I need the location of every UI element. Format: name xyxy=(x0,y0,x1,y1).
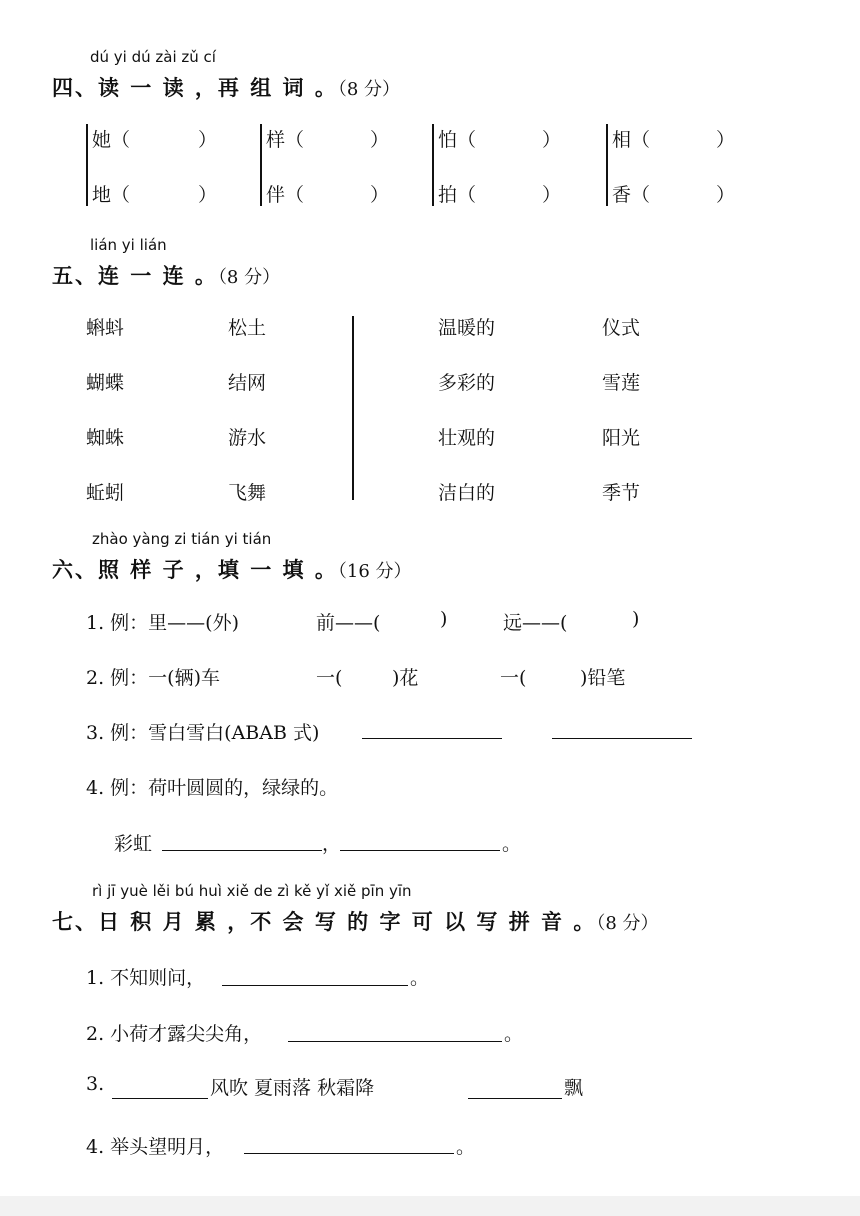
s6-q4-lead: 彩虹 xyxy=(114,833,153,855)
s7-q4-text: 4. 举头望明月， xyxy=(86,1136,225,1158)
s4-pinyin: dú yi dú zài zǔ cí xyxy=(90,48,216,66)
s4-pair-3-top: 怕（ xyxy=(438,129,477,151)
s5-right-a-2[interactable]: 多彩的 xyxy=(438,372,496,394)
s7-q2-end: 。 xyxy=(504,1023,524,1045)
section-7-points: （8 分） xyxy=(596,913,659,934)
s6-q1-close: ) xyxy=(632,608,640,630)
s5-right-a-3[interactable]: 壮观的 xyxy=(438,427,496,449)
close-paren: ） xyxy=(370,184,390,206)
close-paren: ） xyxy=(716,129,736,151)
s7-q1-end: 。 xyxy=(410,967,430,989)
s7-q3-num: 3. xyxy=(86,1073,105,1095)
s6-q2-b2: )花 xyxy=(392,667,419,689)
s5-right-b-2[interactable]: 雪莲 xyxy=(602,372,641,394)
s4-pair-4-top: 相（ xyxy=(612,129,651,151)
s5-pinyin: lián yi lián xyxy=(90,236,167,254)
s7-q1-text: 1. 不知则问， xyxy=(86,967,206,989)
close-paren: ） xyxy=(716,184,736,206)
s6-q2-c2: )铅笔 xyxy=(580,667,626,689)
answer-line[interactable] xyxy=(340,850,500,851)
s6-q2-c1: 一( xyxy=(500,667,527,689)
answer-line[interactable] xyxy=(468,1098,562,1099)
s5-right-a-1[interactable]: 温暖的 xyxy=(438,317,496,339)
s5-left-a-2[interactable]: 蝴蝶 xyxy=(86,372,125,394)
s5-left-b-1[interactable]: 松土 xyxy=(228,317,267,339)
s6-pinyin: zhào yàng zi tián yi tián xyxy=(92,530,272,548)
s4-pair-2-bottom: 伴（ xyxy=(266,184,305,206)
s7-q2-text: 2. 小荷才露尖尖角， xyxy=(86,1023,263,1045)
divider-line xyxy=(352,316,354,500)
page-bottom-edge xyxy=(0,1196,860,1216)
s5-left-a-4[interactable]: 蚯蚓 xyxy=(86,482,125,504)
answer-line[interactable] xyxy=(552,738,692,739)
s7-q4-end: 。 xyxy=(456,1136,476,1158)
close-paren: ） xyxy=(198,184,218,206)
s6-q4-comma: ， xyxy=(322,833,342,855)
section-4-title xyxy=(52,72,400,102)
s5-left-b-3[interactable]: 游水 xyxy=(228,427,267,449)
s6-q1-close: ) xyxy=(440,608,448,630)
s6-q1-example: 1. 例：里——(外) xyxy=(86,612,239,634)
section-4-title-text: 四、读 一 读 ，再 组 词 。 xyxy=(52,75,338,100)
s4-pair-3-bottom: 拍（ xyxy=(438,184,477,206)
s5-left-a-1[interactable]: 蝌蚪 xyxy=(86,317,125,339)
s5-left-b-2[interactable]: 结网 xyxy=(228,372,267,394)
s6-q4-example: 4. 例：荷叶圆圆的，绿绿的。 xyxy=(86,777,339,799)
close-paren: ） xyxy=(542,129,562,151)
section-6-points: （16 分） xyxy=(337,561,412,582)
s6-q2-b1: 一( xyxy=(316,667,343,689)
s5-right-b-4[interactable]: 季节 xyxy=(602,482,641,504)
s6-q4-end: 。 xyxy=(502,833,522,855)
close-paren: ） xyxy=(198,129,218,151)
section-5-title-text: 五、连 一 连 。 xyxy=(52,263,218,288)
close-paren: ） xyxy=(542,184,562,206)
answer-line[interactable] xyxy=(362,738,502,739)
s5-right-b-3[interactable]: 阳光 xyxy=(602,427,641,449)
s4-pair-4-bottom: 香（ xyxy=(612,184,651,206)
answer-line[interactable] xyxy=(162,850,322,851)
s7-q3-mid: 风吹 夏雨落 秋霜降 xyxy=(210,1077,375,1099)
s4-pair-1-top: 她（ xyxy=(92,129,131,151)
s6-q3-example: 3. 例：雪白雪白(ABAB 式) xyxy=(86,722,320,744)
s6-q1-far: 远——( xyxy=(503,612,568,634)
section-5-title xyxy=(52,260,280,290)
s4-pair-2-top: 样（ xyxy=(266,129,305,151)
s5-right-b-1[interactable]: 仪式 xyxy=(602,317,641,339)
answer-line[interactable] xyxy=(288,1041,502,1042)
section-4-points: （8 分） xyxy=(337,79,401,100)
section-7-title xyxy=(52,906,659,936)
answer-line[interactable] xyxy=(244,1153,454,1154)
close-paren: ） xyxy=(370,129,390,151)
s7-q3-end: 飘 xyxy=(564,1077,584,1099)
s5-right-a-4[interactable]: 洁白的 xyxy=(438,482,496,504)
section-5-points: （8 分） xyxy=(217,267,281,288)
section-6-title-text: 六、照 样 子 ，填 一 填 。 xyxy=(52,557,338,582)
s7-pinyin: rì jī yuè lěi bú huì xiě de zì kě yǐ xiě pīn yīn xyxy=(92,882,412,900)
section-7-title-text: 七、日 积 月 累 ，不 会 写 的 字 可 以 写 拼 音 。 xyxy=(52,909,597,934)
answer-line[interactable] xyxy=(222,985,408,986)
section-6-title xyxy=(52,554,412,584)
s6-q1-front: 前——( xyxy=(316,612,381,634)
s6-q2-example: 2. 例：一(辆)车 xyxy=(86,667,220,689)
answer-line[interactable] xyxy=(112,1098,208,1099)
s5-left-a-3[interactable]: 蜘蛛 xyxy=(86,427,125,449)
s5-left-b-4[interactable]: 飞舞 xyxy=(228,482,267,504)
s4-pair-1-bottom: 地（ xyxy=(92,184,131,206)
